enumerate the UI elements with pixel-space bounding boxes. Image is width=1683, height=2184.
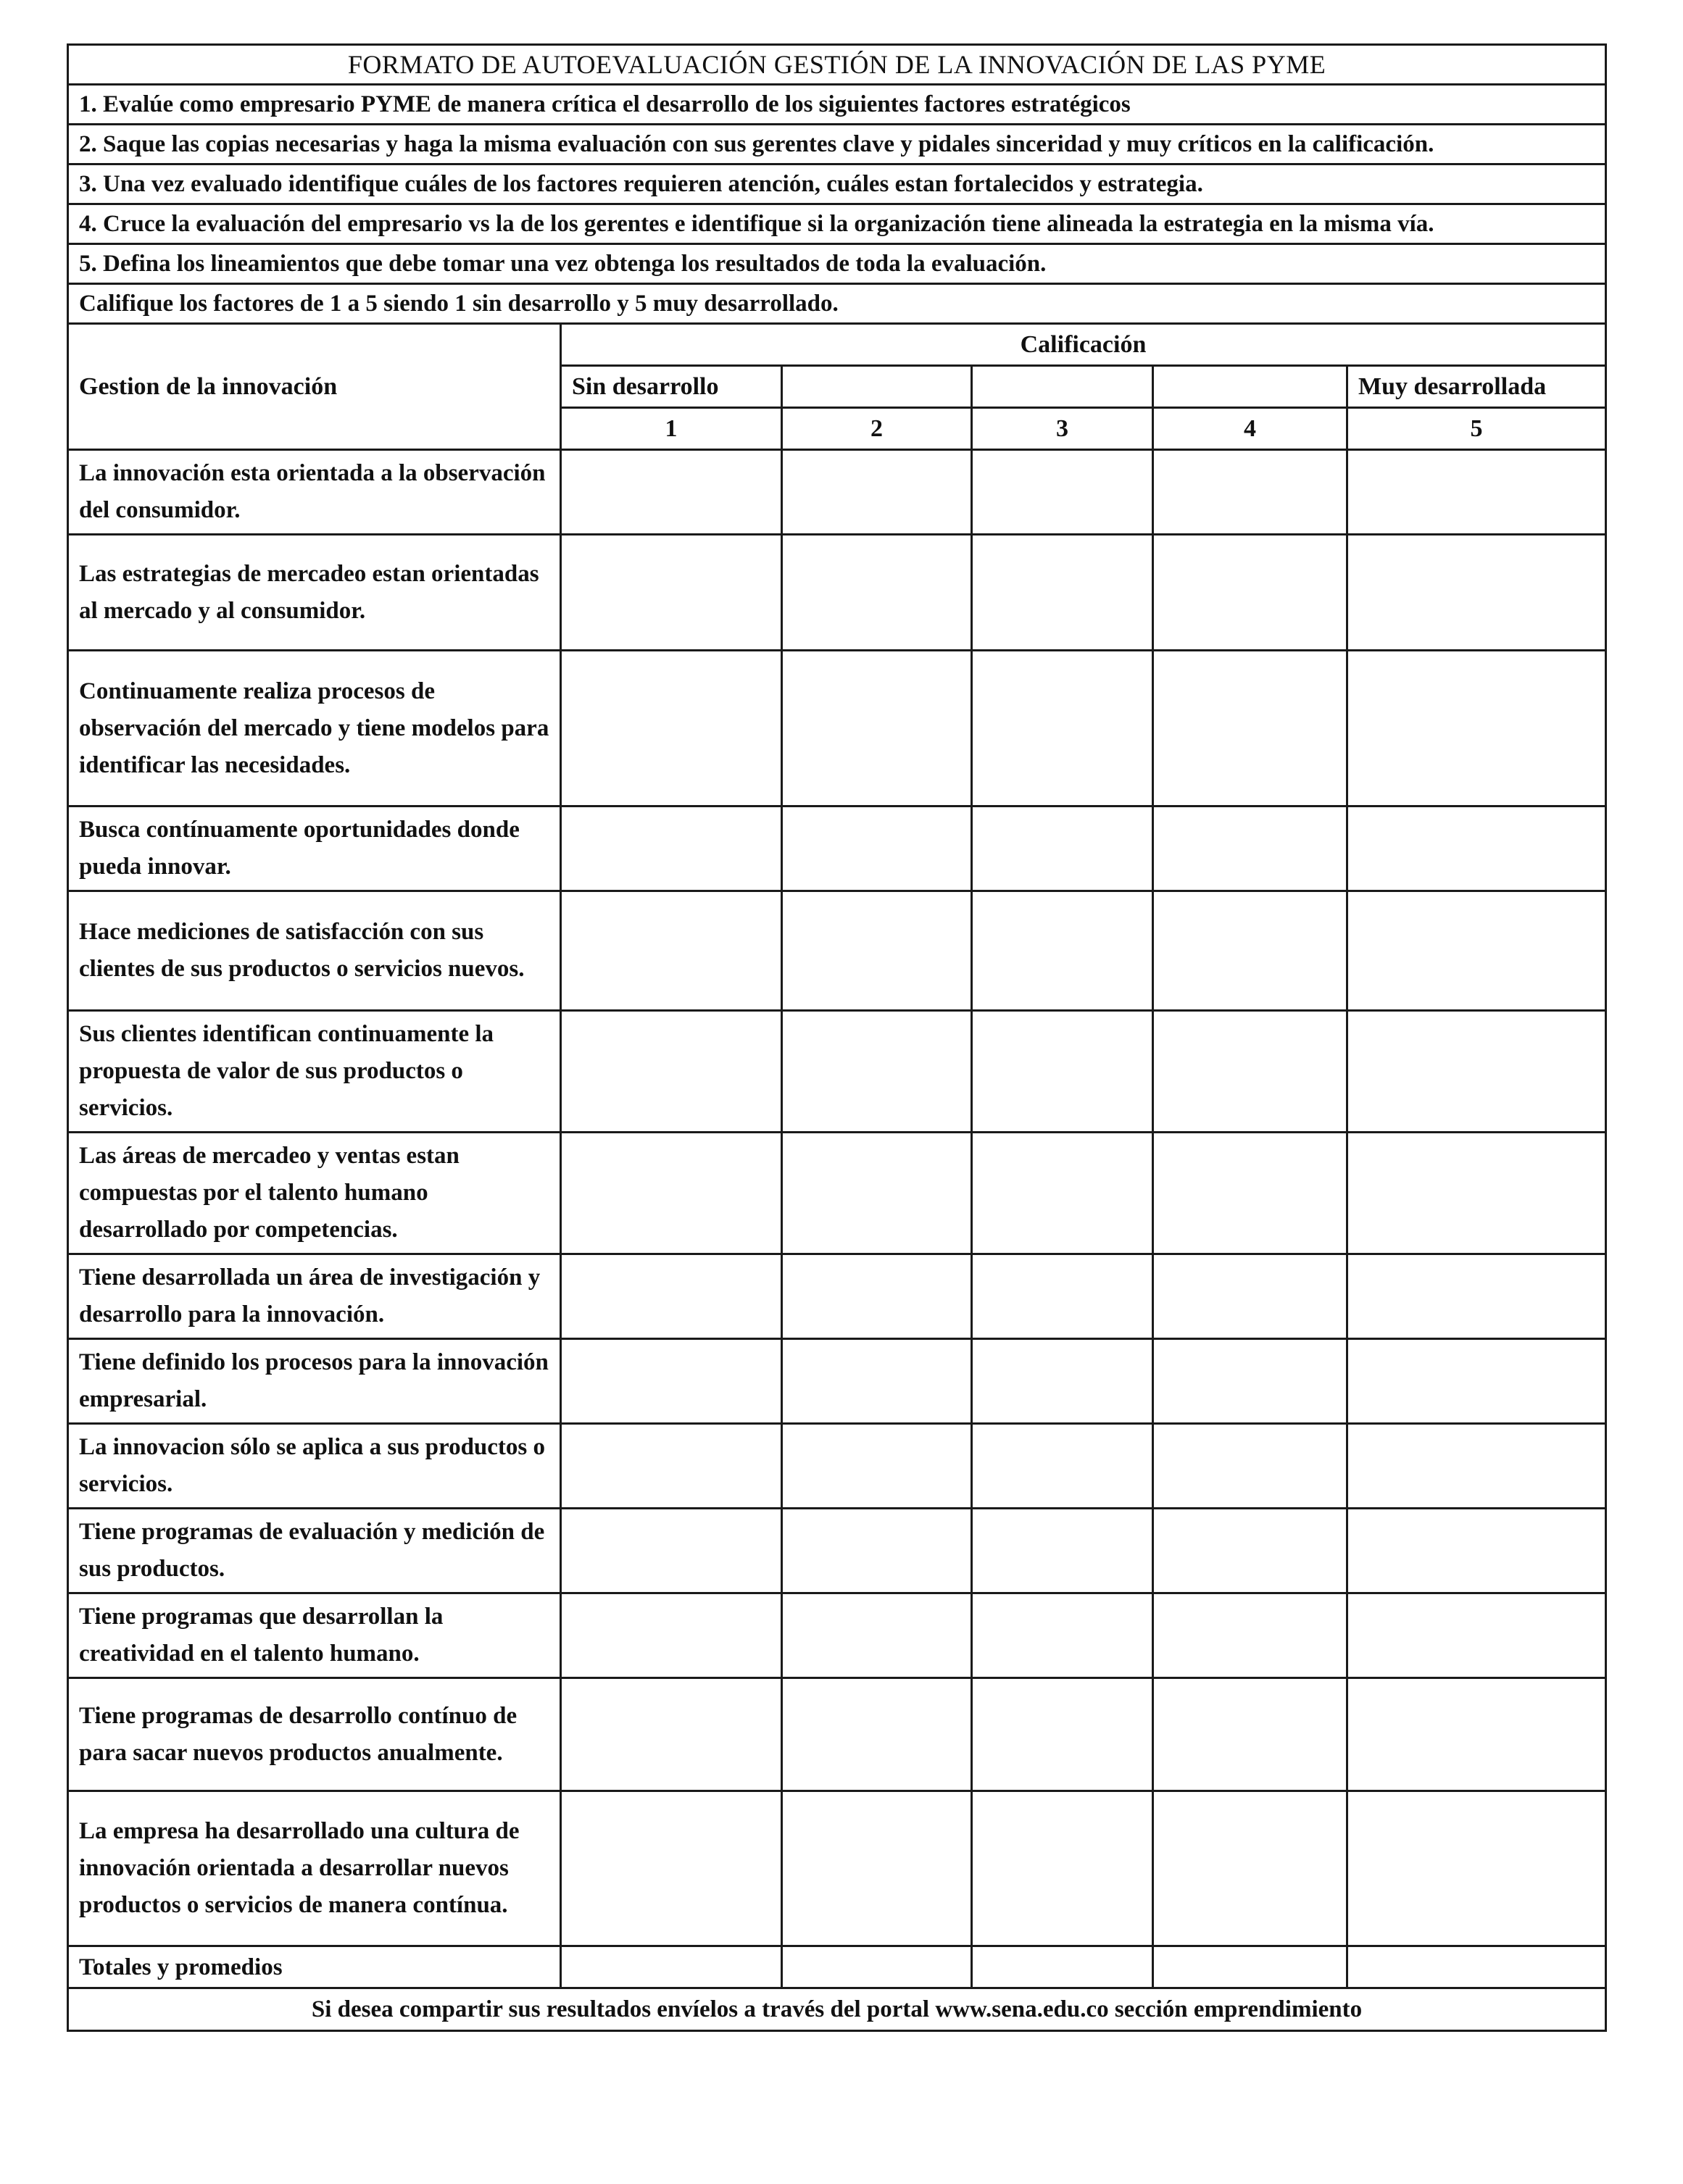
rating-cell-1[interactable] <box>561 1678 782 1791</box>
criterion-label: Tiene programas que desarrollan la creatividad en el talento humano. <box>68 1593 561 1678</box>
instruction-text: 3. Una vez evaluado identifique cuáles de los factores requieren atención, cuáles estan fortalecidos y estrategia. <box>79 171 1203 197</box>
rating-cell-3[interactable] <box>972 1339 1153 1424</box>
rating-cell-1[interactable] <box>561 1593 782 1678</box>
rating-cell-2[interactable] <box>782 1678 972 1791</box>
rating-cell-4[interactable] <box>1153 807 1347 891</box>
rating-cell-2[interactable] <box>782 1791 972 1946</box>
criteria-row <box>68 1133 1606 1254</box>
rating-cell-5[interactable] <box>1347 535 1606 651</box>
rating-cell-1[interactable] <box>561 1509 782 1593</box>
rating-cell-3[interactable] <box>972 1791 1153 1946</box>
footer-note: Si desea compartir sus resultados envíelos a través del portal www.sena.edu.co sección emprendimiento <box>68 1988 1606 2031</box>
rating-cell-4[interactable] <box>1153 1133 1347 1254</box>
rating-cell-5[interactable] <box>1347 1424 1606 1509</box>
rating-cell-4[interactable] <box>1153 1011 1347 1133</box>
criteria-row <box>68 1678 1606 1791</box>
criterion-label: Tiene programas de desarrollo contínuo de para sacar nuevos productos anualmente. <box>68 1678 561 1791</box>
scale-label-empty <box>972 366 1153 408</box>
rating-cell-3[interactable] <box>972 450 1153 535</box>
criterion-label: Las estrategias de mercadeo estan orientadas al mercado y al consumidor. <box>68 535 561 651</box>
rating-cell-3[interactable] <box>972 535 1153 651</box>
rating-cell-5[interactable] <box>1347 450 1606 535</box>
scale-label-empty <box>782 366 972 408</box>
rating-cell-3[interactable] <box>972 1254 1153 1339</box>
rating-cell-1[interactable] <box>561 1424 782 1509</box>
rating-cell-5[interactable] <box>1347 1133 1606 1254</box>
rating-cell-4[interactable] <box>1153 1339 1347 1424</box>
rating-cell-2[interactable] <box>782 1424 972 1509</box>
scale-value-4: 4 <box>1153 408 1347 450</box>
rating-cell-2[interactable] <box>782 1254 972 1339</box>
rating-cell-2[interactable] <box>782 651 972 807</box>
rating-cell-4[interactable] <box>1153 450 1347 535</box>
criteria-row <box>68 1424 1606 1509</box>
instruction-2 <box>68 125 1606 164</box>
rating-cell-4[interactable] <box>1153 1593 1347 1678</box>
rating-cell-1[interactable] <box>561 450 782 535</box>
instruction-text: 2. Saque las copias necesarias y haga la misma evaluación con sus gerentes clave y pidales sinceridad y muy críticos en la calificación. <box>79 131 1434 157</box>
form-table <box>67 43 1607 2032</box>
scale-value-1: 1 <box>561 408 782 450</box>
scale-value-5: 5 <box>1347 408 1606 450</box>
self-assessment-form <box>67 43 1605 2032</box>
form-title: FORMATO DE AUTOEVALUACIÓN GESTIÓN DE LA INNOVACIÓN DE LAS PYME <box>68 45 1606 85</box>
scale-value-3: 3 <box>972 408 1153 450</box>
instruction-5 <box>68 244 1606 284</box>
rating-cell-5[interactable] <box>1347 1509 1606 1593</box>
rating-cell-4[interactable] <box>1153 1678 1347 1791</box>
rating-cell-4[interactable] <box>1153 1509 1347 1593</box>
rating-cell-2[interactable] <box>782 1509 972 1593</box>
rating-cell-4[interactable] <box>1153 1254 1347 1339</box>
rating-cell-5[interactable] <box>1347 891 1606 1011</box>
criteria-row <box>68 450 1606 535</box>
totals-row <box>68 1946 1606 1988</box>
rating-cell-5[interactable] <box>1347 1791 1606 1946</box>
criteria-row <box>68 1509 1606 1593</box>
rating-cell-1[interactable] <box>561 535 782 651</box>
rating-cell-1[interactable] <box>561 1791 782 1946</box>
rating-cell-4[interactable] <box>1153 891 1347 1011</box>
criteria-row <box>68 651 1606 807</box>
scale-value-2: 2 <box>782 408 972 450</box>
rating-cell-3[interactable] <box>972 1678 1153 1791</box>
scale-label-empty <box>1153 366 1347 408</box>
rating-cell-2[interactable] <box>782 1339 972 1424</box>
rating-cell-3[interactable] <box>972 1593 1153 1678</box>
criterion-label: Tiene programas de evaluación y medición de sus productos. <box>68 1509 561 1593</box>
criteria-row <box>68 807 1606 891</box>
criterion-label: Las áreas de mercadeo y ventas estan compuestas por el talento humano desarrollado por competencias. <box>68 1133 561 1254</box>
scale-low-label: Sin desarrollo <box>561 366 782 408</box>
rating-cell-1[interactable] <box>561 651 782 807</box>
total-cell-4[interactable] <box>1153 1946 1347 1988</box>
rating-cell-1[interactable] <box>561 1254 782 1339</box>
rating-cell-3[interactable] <box>972 1011 1153 1133</box>
rating-cell-3[interactable] <box>972 891 1153 1011</box>
rating-cell-3[interactable] <box>972 1133 1153 1254</box>
criteria-header: Gestion de la innovación <box>68 324 561 450</box>
rating-cell-2[interactable] <box>782 1011 972 1133</box>
rating-cell-4[interactable] <box>1153 535 1347 651</box>
instruction-1 <box>68 85 1606 125</box>
rating-cell-1[interactable] <box>561 1133 782 1254</box>
rating-cell-1[interactable] <box>561 1339 782 1424</box>
criteria-row <box>68 1254 1606 1339</box>
rating-cell-3[interactable] <box>972 1509 1153 1593</box>
instruction-4 <box>68 204 1606 244</box>
rating-cell-1[interactable] <box>561 1011 782 1133</box>
instruction-text: 5. Defina los lineamientos que debe tomar una vez obtenga los resultados de toda la evaluación. <box>79 251 1047 277</box>
rating-header: Calificación <box>561 324 1606 366</box>
criterion-label: Tiene definido los procesos para la innovación empresarial. <box>68 1339 561 1424</box>
total-cell-3[interactable] <box>972 1946 1153 1988</box>
rating-cell-4[interactable] <box>1153 1791 1347 1946</box>
criteria-row <box>68 1011 1606 1133</box>
criterion-label: Continuamente realiza procesos de observación del mercado y tiene modelos para identificar las necesidades. <box>68 651 561 807</box>
rating-cell-2[interactable] <box>782 1593 972 1678</box>
criteria-rows <box>68 450 1606 1946</box>
total-cell-5[interactable] <box>1347 1946 1606 1988</box>
rating-cell-3[interactable] <box>972 807 1153 891</box>
rating-cell-2[interactable] <box>782 450 972 535</box>
rating-cell-3[interactable] <box>972 651 1153 807</box>
criteria-row <box>68 1593 1606 1678</box>
criteria-row <box>68 891 1606 1011</box>
total-cell-1[interactable] <box>561 1946 782 1988</box>
rating-cell-5[interactable] <box>1347 651 1606 807</box>
criterion-label: Sus clientes identifican continuamente la propuesta de valor de sus productos o servicios. <box>68 1011 561 1133</box>
criterion-label: La innovacion sólo se aplica a sus productos o servicios. <box>68 1424 561 1509</box>
criterion-label: La empresa ha desarrollado una cultura de innovación orientada a desarrollar nuevos productos o servicios de manera contínua. <box>68 1791 561 1946</box>
criteria-row <box>68 1339 1606 1424</box>
rating-cell-5[interactable] <box>1347 1339 1606 1424</box>
rating-cell-2[interactable] <box>782 535 972 651</box>
criteria-row <box>68 535 1606 651</box>
criterion-label: Hace mediciones de satisfacción con sus clientes de sus productos o servicios nuevos. <box>68 891 561 1011</box>
criterion-label: Tiene desarrollada un área de investigación y desarrollo para la innovación. <box>68 1254 561 1339</box>
rating-cell-5[interactable] <box>1347 807 1606 891</box>
rating-cell-5[interactable] <box>1347 1593 1606 1678</box>
criterion-label: La innovación esta orientada a la observación del consumidor. <box>68 450 561 535</box>
totals-label: Totales y promedios <box>68 1946 561 1988</box>
instruction-3 <box>68 164 1606 204</box>
rating-cell-5[interactable] <box>1347 1254 1606 1339</box>
rating-cell-1[interactable] <box>561 807 782 891</box>
rating-cell-2[interactable] <box>782 891 972 1011</box>
rating-cell-3[interactable] <box>972 1424 1153 1509</box>
rating-cell-1[interactable] <box>561 891 782 1011</box>
rating-cell-4[interactable] <box>1153 651 1347 807</box>
scale-high-label: Muy desarrollada <box>1347 366 1606 408</box>
rating-cell-5[interactable] <box>1347 1011 1606 1133</box>
instruction-text: 1. Evalúe como empresario PYME de manera crítica el desarrollo de los siguientes factores estratégicos <box>79 91 1131 117</box>
rating-cell-2[interactable] <box>782 1133 972 1254</box>
criterion-label: Busca contínuamente oportunidades donde pueda innovar. <box>68 807 561 891</box>
rating-cell-5[interactable] <box>1347 1678 1606 1791</box>
criteria-row <box>68 1791 1606 1946</box>
instruction-text: 4. Cruce la evaluación del empresario vs la de los gerentes e identifique si la organización tiene alineada la estrategia en la misma vía. <box>79 211 1434 237</box>
rating-cell-4[interactable] <box>1153 1424 1347 1509</box>
total-cell-2[interactable] <box>782 1946 972 1988</box>
rating-instruction: Califique los factores de 1 a 5 siendo 1 sin desarrollo y 5 muy desarrollado. <box>68 284 1606 324</box>
rating-cell-2[interactable] <box>782 807 972 891</box>
